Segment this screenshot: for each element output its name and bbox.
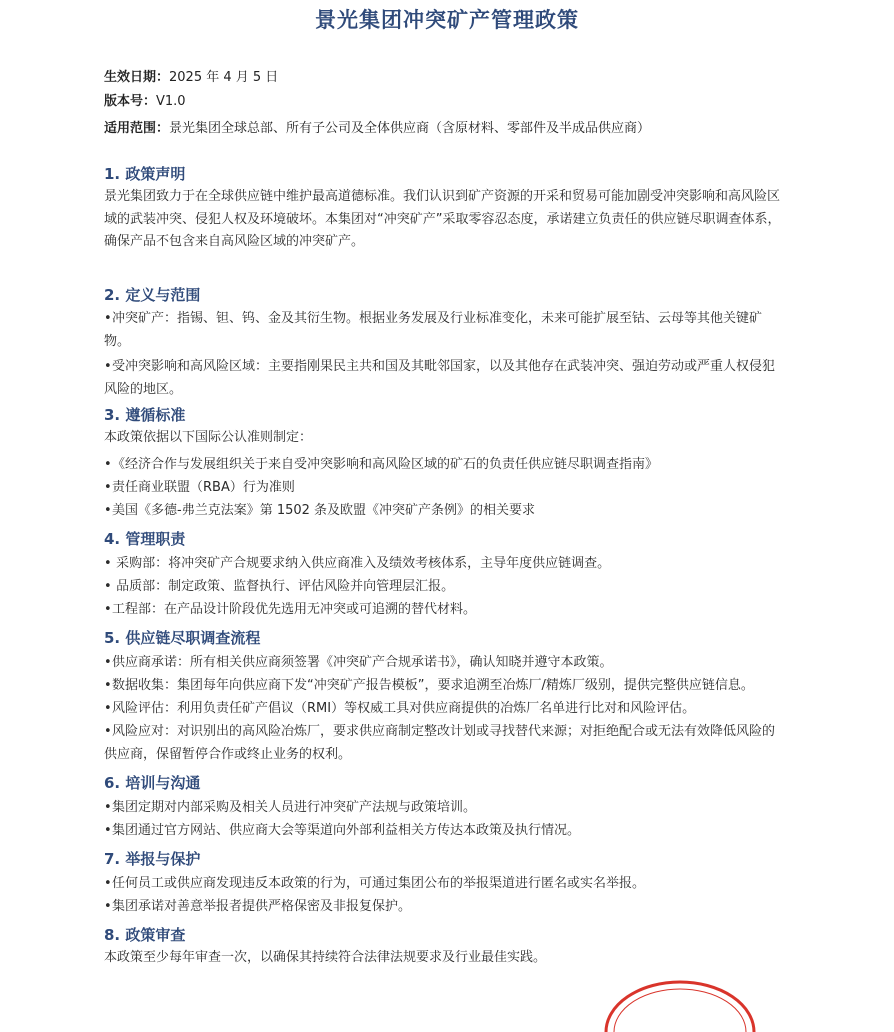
list-item <box>104 553 784 576</box>
version-row <box>104 90 186 109</box>
list-item <box>104 454 784 477</box>
document-title: 景光集团冲突矿产管理政策 <box>315 8 579 32</box>
list-item <box>104 356 784 401</box>
version-label: 版本号： <box>104 94 157 109</box>
section-heading: 1. 政策声明 <box>104 165 186 183</box>
list-item <box>104 873 784 896</box>
section-heading: 7. 举报与保护 <box>104 850 201 868</box>
bullet: • <box>104 701 112 716</box>
bullet: • <box>104 579 112 594</box>
section-heading: 2. 定义与范围 <box>104 286 201 304</box>
list-item <box>104 820 784 843</box>
list-item <box>104 500 784 523</box>
list-item <box>104 477 784 500</box>
list-item-text: 集团定期对内部采购及相关人员进行冲突矿产法规与政策培训。 <box>112 800 477 815</box>
section-paragraph: 本政策依据以下国际公认准则制定： <box>104 430 313 445</box>
bullet: • <box>104 823 112 838</box>
list-item-text: 数据收集：集团每年向供应商下发“冲突矿产报告模板”，要求追溯至冶炼厂/精炼厂级别，提供完整供应链信息。 <box>112 678 754 693</box>
list-item-text: 《经济合作与发展组织关于来自受冲突影响和高风险区域的矿石的负责任供应链尽职调查指南》 <box>112 457 659 472</box>
bullet: • <box>104 480 112 495</box>
bullet: • <box>104 457 112 472</box>
bullet: • <box>104 724 112 739</box>
list-item <box>104 308 784 353</box>
list-item <box>104 721 784 766</box>
bullet: • <box>104 602 112 617</box>
version-value: V1.0 <box>156 94 186 109</box>
bullet: • <box>104 800 112 815</box>
bullet: • <box>104 311 112 326</box>
list-item-text: 采购部：将冲突矿产合规要求纳入供应商准入及绩效考核体系，主导年度供应链调查。 <box>112 556 611 571</box>
bullet: • <box>104 359 112 374</box>
bullet: • <box>104 556 112 571</box>
list-item-text: 集团通过官方网站、供应商大会等渠道向外部利益相关方传达本政策及执行情况。 <box>112 823 581 838</box>
list-item-text: 风险评估：利用负责任矿产倡议（RMI）等权威工具对供应商提供的冶炼厂名单进行比对和风险评估。 <box>112 701 696 716</box>
scope-row <box>104 117 650 136</box>
section-heading: 3. 遵循标准 <box>104 406 186 424</box>
list-item-text: 品质部：制定政策、监督执行、评估风险并向管理层汇报。 <box>112 579 455 594</box>
section-heading: 4. 管理职责 <box>104 530 186 548</box>
bullet: • <box>104 655 112 670</box>
list-item <box>104 599 784 622</box>
list-item <box>104 698 784 721</box>
section-heading: 5. 供应链尽职调查流程 <box>104 629 261 647</box>
section-heading: 6. 培训与沟通 <box>104 774 201 792</box>
scope-label: 适用范围： <box>104 121 170 136</box>
bullet: • <box>104 503 112 518</box>
list-item-text: 集团承诺对善意举报者提供严格保密及非报复保护。 <box>112 899 412 914</box>
bullet: • <box>104 876 112 891</box>
list-item-text: 供应商承诺：所有相关供应商须签署《冲突矿产合规承诺书》，确认知晓并遵守本政策。 <box>112 655 613 670</box>
list-item <box>104 652 784 675</box>
list-item-text: 受冲突影响和高风险区域：主要指刚果民主共和国及其毗邻国家，以及其他存在武装冲突、强迫劳动或严重人权侵犯风险的地区。 <box>104 359 776 397</box>
list-item-text: 美国《多德-弗兰克法案》第 1502 条及欧盟《冲突矿产条例》的相关要求 <box>112 503 536 518</box>
bullet: • <box>104 678 112 693</box>
list-item <box>104 576 784 599</box>
list-item-text: 风险应对：对识别出的高风险冶炼厂，要求供应商制定整改计划或寻找替代来源；对拒绝配合或无法有效降低风险的供应商，保留暂停合作或终止业务的权利。 <box>104 724 776 762</box>
section-paragraph: 景光集团致力于在全球供应链中维护最高道德标准。我们认识到矿产资源的开采和贸易可能加剧受冲突影响和高风险区域的武装冲突、侵犯人权及环境破坏。本集团对“冲突矿产”采取零容忍态度，承诺建立负责任的供应链尽职调查体系，确保产品不包含来自高风险区域的冲突矿产。 <box>104 189 781 249</box>
bullet: • <box>104 899 112 914</box>
effective-date-label: 生效日期： <box>104 70 170 85</box>
section-paragraph: 本政策至少每年审查一次，以确保其持续符合法律法规要求及行业最佳实践。 <box>104 950 547 965</box>
effective-date-row <box>104 66 278 85</box>
list-item <box>104 896 784 919</box>
section-heading: 8. 政策审查 <box>104 926 186 944</box>
list-item-text: 工程部：在产品设计阶段优先选用无冲突或可追溯的替代材料。 <box>112 602 477 617</box>
list-item-text: 责任商业联盟（RBA）行为准则 <box>112 480 295 495</box>
company-seal <box>600 962 760 1032</box>
list-item <box>104 675 784 698</box>
list-item <box>104 797 784 820</box>
list-item-text: 任何员工或供应商发现违反本政策的行为，可通过集团公布的举报渠道进行匿名或实名举报。 <box>112 876 646 891</box>
scope-value: 景光集团全球总部、所有子公司及全体供应商（含原材料、零部件及半成品供应商） <box>169 121 651 136</box>
effective-date-value: 2025 年 4 月 5 日 <box>169 70 279 85</box>
list-item-text: 冲突矿产：指锡、钽、钨、金及其衍生物。根据业务发展及行业标准变化，未来可能扩展至钴、云母等其他关键矿物。 <box>104 311 763 349</box>
